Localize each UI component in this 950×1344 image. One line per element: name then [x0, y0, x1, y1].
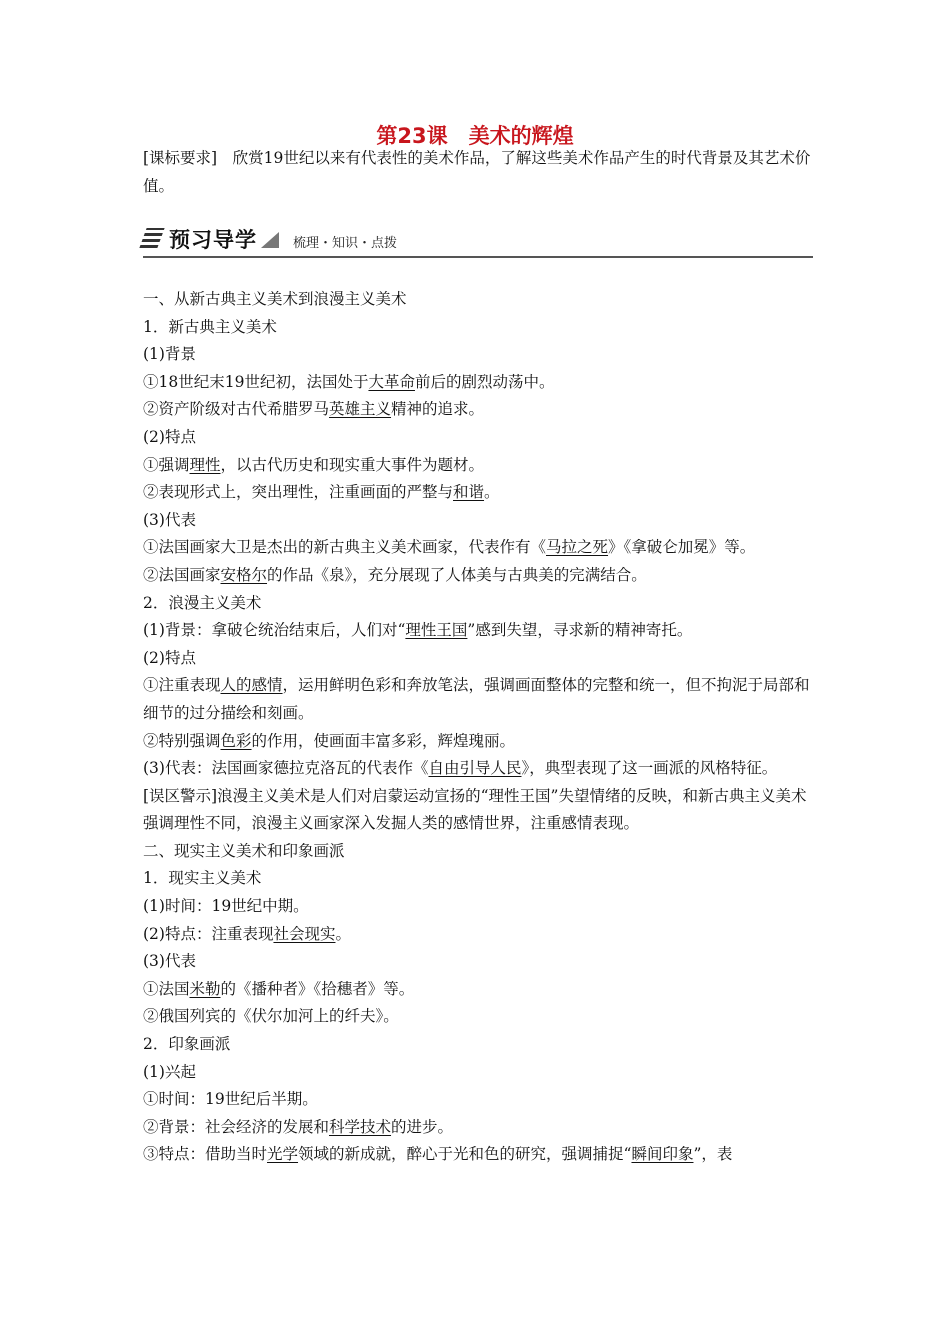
- text-segment: ，运用鲜明色彩和奔放笔法，强调画面整体的完整和统一，但不拘泥于局部和细节的过分描绘和刻画。: [143, 676, 810, 722]
- text-segment: (1)时间：19世纪中期。: [143, 897, 309, 916]
- text-line: [143, 783, 815, 838]
- banner-subtitle: 梳理・知识・点拨: [293, 236, 398, 251]
- text-line: [143, 534, 815, 562]
- text-segment: 的作品《泉》，充分展现了人体美与古典美的完满结合。: [267, 565, 647, 584]
- text-line: [143, 921, 815, 949]
- lesson-title: 第23课 美术的辉煌: [376, 124, 574, 148]
- text-segment: (3)代表: [143, 510, 196, 529]
- stripes-icon: [139, 228, 164, 248]
- text-line: [143, 507, 815, 535]
- text-segment: ②特别强调: [143, 731, 221, 750]
- underlined-term: 大革命: [368, 372, 415, 391]
- text-segment: 1．现实主义美术: [143, 869, 262, 888]
- text-segment: (2)特点：注重表现: [143, 924, 274, 943]
- text-segment: (1)兴起: [143, 1062, 196, 1081]
- text-segment: 一、从新古典主义美术到浪漫主义美术: [143, 290, 407, 308]
- text-line: [143, 424, 815, 452]
- underlined-term: 色彩: [220, 731, 252, 750]
- text-segment: ”感到失望，寻求新的精神寄托。: [467, 621, 693, 640]
- text-line: [143, 341, 815, 369]
- text-segment: (3)代表: [143, 952, 196, 971]
- underlined-term: 马拉之死: [546, 538, 609, 557]
- text-segment: (1)背景: [143, 345, 196, 364]
- text-line: [143, 369, 815, 397]
- text-segment: (2)特点: [143, 427, 196, 446]
- text-line: [143, 645, 815, 673]
- underlined-term: 人的感情: [220, 676, 283, 695]
- underlined-term: 瞬间印象: [631, 1145, 694, 1164]
- text-line: [143, 672, 815, 727]
- text-segment: ①法国画家大卫是杰出的新古典主义美术画家，代表作有《: [143, 538, 547, 557]
- text-segment: 》，典型表现了这一画派的风格特征。: [521, 759, 778, 778]
- text-segment: 。: [335, 924, 351, 943]
- text-line: [143, 590, 815, 618]
- text-line: [143, 617, 815, 645]
- text-segment: (3)代表：法国画家德拉克洛瓦的代表作《: [143, 759, 429, 778]
- text-segment: 2．印象画派: [143, 1035, 231, 1054]
- underlined-term: 社会现实: [273, 924, 336, 943]
- underlined-term: 光学: [267, 1145, 299, 1164]
- underlined-term: 安格尔: [220, 565, 268, 584]
- text-line: [143, 1141, 815, 1169]
- text-line: [143, 1086, 815, 1114]
- text-segment: 1．新古典主义美术: [143, 317, 277, 336]
- text-segment: 的作用，使画面丰富多彩，辉煌瑰丽。: [251, 731, 516, 750]
- text-line: [143, 479, 815, 507]
- underlined-term: 理性王国: [405, 621, 468, 640]
- text-segment: ③特点：借助当时: [143, 1145, 268, 1164]
- text-segment: (2)特点: [143, 648, 196, 667]
- text-segment: ②法国画家: [143, 565, 221, 584]
- text-segment: ”，表: [693, 1145, 733, 1164]
- text-segment: ②背景：社会经济的发展和: [143, 1117, 330, 1136]
- text-segment: 的《播种者》《拾穗者》等。: [220, 979, 415, 998]
- text-line: [143, 948, 815, 976]
- text-segment: ①时间：19世纪后半期。: [143, 1090, 318, 1109]
- text-segment: 精神的追求。: [391, 400, 485, 419]
- text-line: [143, 728, 815, 756]
- text-segment: ②资产阶级对古代希腊罗马: [143, 400, 330, 419]
- underlined-term: 米勒: [189, 979, 221, 998]
- text-line: [143, 755, 815, 783]
- text-segment: 前后的剧烈动荡中。: [414, 372, 555, 391]
- text-segment: 二、现实主义美术和印象画派: [143, 841, 345, 860]
- text-line: [143, 314, 815, 342]
- curriculum-requirement: [课标要求] 欣赏19世纪以来有代表性的美术作品，了解这些美术作品产生的时代背景及其艺术价值。: [143, 149, 811, 195]
- text-segment: 的进步。: [391, 1117, 454, 1136]
- section-banner: [143, 222, 813, 258]
- text-line: [143, 1059, 815, 1087]
- text-segment: ①注重表现: [143, 676, 221, 695]
- text-segment: 》《拿破仑加冕》等。: [608, 538, 756, 557]
- text-segment: [误区警示]浪漫主义美术是人们对启蒙运动宣扬的“理性王国”失望情绪的反映，和新古典主义美术强调理性不同，浪漫主义画家深入发掘人类的感情世界，注重感情表现。: [143, 786, 807, 833]
- text-line: [143, 865, 815, 893]
- text-segment: ①法国: [143, 979, 190, 998]
- text-segment: 。: [484, 483, 500, 502]
- text-segment: ①强调: [143, 455, 190, 474]
- text-segment: 2．浪漫主义美术: [143, 593, 262, 612]
- underlined-term: 自由引导人民: [428, 759, 522, 778]
- text-segment: (1)背景：拿破仑统治结束后，人们对“: [143, 621, 406, 640]
- text-line: [143, 1003, 815, 1031]
- text-line: [143, 838, 815, 866]
- text-line: [143, 1031, 815, 1059]
- text-line: [143, 976, 815, 1004]
- text-segment: ②表现形式上，突出理性，注重画面的严整与: [143, 483, 454, 502]
- underlined-term: 理性: [189, 455, 221, 474]
- banner-title: 预习导学: [169, 228, 257, 252]
- underlined-term: 和谐: [453, 483, 485, 502]
- underlined-term: 英雄主义: [329, 400, 392, 419]
- text-line: [143, 893, 815, 921]
- underlined-term: 科学技术: [329, 1117, 392, 1136]
- text-line: [143, 452, 815, 480]
- text-line: [143, 396, 815, 424]
- text-line: [143, 286, 815, 314]
- text-segment: 领域的新成就，醉心于光和色的研究，强调捕捉“: [298, 1145, 632, 1164]
- text-segment: ，以古代历史和现实重大事件为题材。: [220, 455, 485, 474]
- text-segment: ①18世纪末19世纪初，法国处于: [143, 372, 369, 391]
- text-segment: ②俄国列宾的《伏尔加河上的纤夫》。: [143, 1007, 399, 1026]
- triangle-icon: [261, 232, 279, 248]
- text-line: [143, 1114, 815, 1142]
- text-line: [143, 562, 815, 590]
- document-body: [143, 286, 815, 1169]
